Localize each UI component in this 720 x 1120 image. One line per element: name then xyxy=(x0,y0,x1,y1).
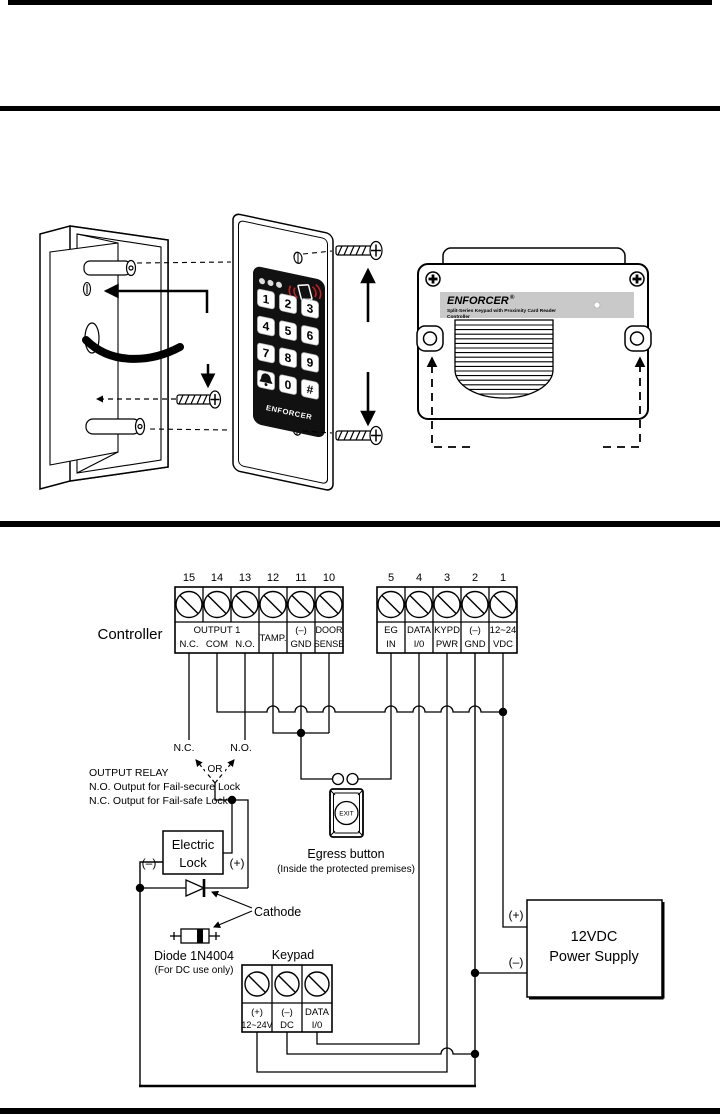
psu-pos-label: (+) xyxy=(508,908,524,922)
power-supply xyxy=(509,900,664,999)
bottom-rule xyxy=(0,1108,720,1114)
relay-no-label: N.O. xyxy=(230,742,252,754)
controller-terminal-block-right xyxy=(377,572,517,653)
gnd-terminal-label: GND xyxy=(290,639,312,650)
psu-label-line1: 12VDC xyxy=(570,929,618,945)
key-9: 9 xyxy=(306,354,314,371)
vdc-label: 12~24 xyxy=(489,625,517,636)
speaker-grille xyxy=(451,320,557,398)
keypad-terminal-block xyxy=(241,965,332,1032)
diode-note: (For DC use only) xyxy=(154,965,234,976)
wire-com-to-vdc-bus xyxy=(217,653,503,712)
egress-label: Egress button xyxy=(307,847,385,861)
controller-terminal-block-left xyxy=(175,572,344,653)
kypd-pwr-label: PWR xyxy=(435,639,459,650)
side-wall-screw-icon xyxy=(84,283,91,296)
tamp-terminal-label: TAMP. xyxy=(259,633,287,644)
wire-gnd-to-egress xyxy=(301,653,332,779)
relay-note-line3: N.C. Output for Fail-safe Lock xyxy=(89,795,228,807)
controller-unit xyxy=(417,248,651,419)
diode-package-icon xyxy=(170,929,220,943)
wiring-diagram xyxy=(89,572,664,1086)
relay-note-line1: OUTPUT RELAY xyxy=(89,767,169,779)
lock-label-line1: Electric xyxy=(171,837,215,852)
terminal-number: 13 xyxy=(238,572,252,584)
wall-mount-screw-icon xyxy=(177,391,221,408)
controller-brand-reg: ® xyxy=(510,295,515,301)
keypad-data-label: I/0 xyxy=(311,1020,323,1031)
header-rule xyxy=(0,106,720,111)
psu-neg-label: (–) xyxy=(508,955,524,969)
controller-brand: ENFORCER xyxy=(447,295,509,307)
gnd-terminal-label: (–) xyxy=(295,625,307,636)
terminal-number: 2 xyxy=(471,572,479,584)
egress-button xyxy=(330,774,363,838)
key-3: 3 xyxy=(306,300,314,317)
terminal-number: 11 xyxy=(295,572,307,584)
wire-relay-to-lock-pos xyxy=(223,800,232,853)
egress-note: (Inside the protected premises) xyxy=(277,864,415,875)
egress-terminal-right xyxy=(347,774,358,785)
terminal-number: 4 xyxy=(415,572,423,584)
diode-caption xyxy=(154,949,234,976)
keypad-pos-label: (+) xyxy=(251,1007,263,1018)
mounting-screw-top-icon xyxy=(336,242,382,260)
no-terminal-label: N.O. xyxy=(235,639,255,650)
cathode-label: Cathode xyxy=(254,905,302,919)
relay-note-line2: N.O. Output for Fail-secure Lock xyxy=(89,781,241,793)
gnd2-label: GND xyxy=(464,639,486,650)
exit-button-label: EXIT xyxy=(339,810,354,818)
output1-label: OUTPUT 1 xyxy=(193,625,241,636)
com-terminal-label: COM xyxy=(205,639,229,650)
key-6: 6 xyxy=(306,327,314,344)
data-io-label: I/0 xyxy=(413,639,425,650)
relay-or-label: OR xyxy=(207,764,223,775)
data-io-label: DATA xyxy=(407,625,431,636)
key-8: 8 xyxy=(284,350,292,366)
terminal-number: 3 xyxy=(443,572,451,584)
door-sense-label: DOOR xyxy=(315,625,343,635)
terminal-number: 10 xyxy=(322,572,336,584)
lock-neg-label: (–) xyxy=(141,856,157,870)
keypad-brand-label: ENFORCER xyxy=(265,403,313,422)
terminal-number: 12 xyxy=(266,572,280,584)
keypad-neg-label: (–) xyxy=(281,1007,293,1018)
bottom-screw-boss xyxy=(86,419,145,435)
terminal-number: 15 xyxy=(182,572,196,584)
lock-label-line2: Lock xyxy=(179,855,207,870)
kypd-pwr-label: KYPD xyxy=(434,625,460,636)
relay-choice xyxy=(174,742,252,783)
terminal-number: 5 xyxy=(387,572,395,584)
section-divider-rule xyxy=(0,521,720,527)
mount-ear-right xyxy=(625,326,651,351)
keypad-pos-label: 12~24V xyxy=(241,1020,273,1030)
cathode-callout xyxy=(212,892,301,927)
key-2: 2 xyxy=(284,296,292,312)
keypad-front-plate xyxy=(233,213,333,491)
mounting-screw-bottom-icon xyxy=(336,427,382,445)
diode-symbol xyxy=(186,879,204,897)
key-0: 0 xyxy=(284,377,292,393)
wire-egress-to-egin xyxy=(358,653,391,779)
psu-label-line2: Power Supply xyxy=(549,949,639,965)
vdc-label: VDC xyxy=(492,639,514,650)
eg-in-label: EG xyxy=(384,625,398,636)
keypad-block-title: Keypad xyxy=(271,948,315,962)
egress-terminal-left xyxy=(333,774,344,785)
key-5: 5 xyxy=(284,323,292,339)
key-1: 1 xyxy=(262,291,270,307)
controller-block-label: Controller xyxy=(97,626,163,643)
top-screw-boss xyxy=(84,261,136,276)
keypad-data-label: DATA xyxy=(305,1007,329,1018)
wire-vdc-to-psu xyxy=(503,653,527,927)
key-hash: # xyxy=(306,381,314,398)
mount-ear-left xyxy=(417,326,443,351)
diode-name: Diode 1N4004 xyxy=(154,949,234,963)
relay-nc-label: N.C. xyxy=(173,742,195,754)
terminal-number: 1 xyxy=(499,572,507,584)
case-screw-right-icon xyxy=(630,272,644,286)
installation-diagram xyxy=(40,213,651,491)
eg-in-label: IN xyxy=(386,639,396,650)
top-rule xyxy=(8,0,712,5)
keypad-neg-label: DC xyxy=(280,1020,294,1031)
door-sense-label: SENSE xyxy=(313,639,345,649)
key-7: 7 xyxy=(262,345,270,361)
controller-subtitle: Split-Series Keypad with Proximity Card Reader xyxy=(447,309,557,314)
terminal-number: 14 xyxy=(210,572,224,584)
controller-type: Controller xyxy=(447,315,470,320)
nc-terminal-label: N.C. xyxy=(179,639,199,650)
egress-caption xyxy=(277,847,415,875)
lock-pos-label: (+) xyxy=(229,856,245,870)
gnd2-label: (–) xyxy=(469,625,481,636)
key-4: 4 xyxy=(262,318,270,334)
case-screw-left-icon xyxy=(426,272,440,286)
mounting-gang-box xyxy=(40,226,180,489)
controller-led xyxy=(594,302,600,308)
